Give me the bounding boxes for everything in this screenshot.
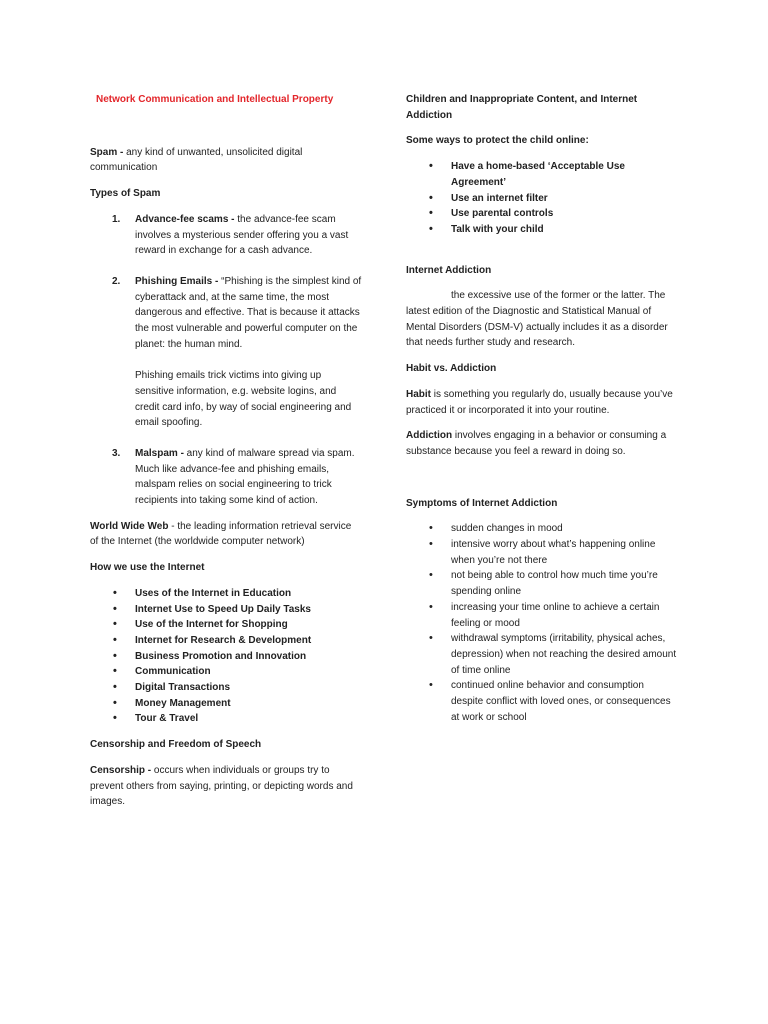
item-number: 3. (112, 447, 121, 459)
internet-addiction-text: the excessive use of the former or the latter. The latest edition of the Diagnostic and Statistical Manual of Mental Disorders (DSM-V) actually includes it as a disorder that needs further study and research. (406, 290, 668, 349)
list-item: • Money Management (90, 696, 362, 712)
spam-type-def: “Phishing is the simplest kind of cyberattack and, at the same time, the most dangerous and effective. That is because it attacks the most vulnerable and powerful computer on the planet: the human mind. (135, 275, 362, 350)
protect-list (406, 159, 678, 238)
spam-type-item (90, 274, 362, 431)
item-number: 2. (112, 275, 121, 287)
list-item: • Use of the Internet for Shopping (90, 617, 362, 633)
list-item: • Uses of the Internet in Education (90, 586, 362, 602)
spam-types-list (90, 212, 362, 509)
censorship-heading: Censorship and Freedom of Speech (90, 739, 262, 751)
spam-type-def: any kind of malware spread via spam. Much like advance-fee and phishing emails, malspam relies on social engineering to trick recipients into taking some kind of action. (135, 447, 355, 507)
list-item: • Business Promotion and Innovation (90, 649, 362, 665)
list-item: • Communication (90, 664, 362, 680)
list-item: • increasing your time online to achieve a certain feeling or mood (406, 600, 678, 631)
internet-uses-list (90, 586, 362, 727)
list-item: • intensive worry about what’s happening online when you’re not there (406, 537, 678, 568)
list-item: • Use an internet filter (406, 191, 678, 207)
censorship-definition (90, 763, 362, 810)
how-we-use-heading: How we use the Internet (90, 562, 205, 574)
right-column (406, 92, 678, 726)
habit-vs-addiction-heading: Habit vs. Addiction (406, 363, 497, 375)
addiction-def: involves engaging in a behavior or consuming a substance because you feel a reward in doing so. (406, 430, 667, 457)
list-item: • Tour & Travel (90, 711, 362, 727)
list-item: • not being able to control how much time you’re spending online (406, 568, 678, 599)
habit-term: Habit (406, 388, 431, 400)
spam-type-item (90, 212, 362, 259)
symptoms-list (406, 521, 678, 725)
list-item: • Have a home-based ‘Acceptable Use Agreement’ (406, 159, 678, 190)
list-item: • Internet Use to Speed Up Daily Tasks (90, 602, 362, 618)
children-heading: Children and Inappropriate Content, and Internet Addiction (406, 94, 638, 121)
item-number: 1. (112, 213, 121, 225)
document-title: Network Communication and Intellectual Property (96, 94, 334, 105)
habit-def: is something you regularly do, usually because you’ve practiced it or incorporated it into your routine. (406, 388, 673, 416)
www-term: World Wide Web (90, 520, 169, 532)
spam-type-term: Malspam - (135, 447, 184, 459)
www-def: - the leading information retrieval service of the Internet (the worldwide computer network) (90, 520, 352, 548)
list-item: • Talk with your child (406, 222, 678, 238)
protect-heading: Some ways to protect the child online: (406, 135, 589, 147)
spam-type-def: the advance-fee scam involves a mysterious sender offering you a vast reward in exchange for a cash advance. (135, 213, 349, 257)
list-item: • withdrawal symptoms (irritability, physical aches, depression) when not reaching the desired amount of time online (406, 631, 678, 678)
spam-term: Spam - (90, 146, 124, 158)
spam-def: any kind of unwanted, unsolicited digital communication (90, 146, 303, 174)
spam-definition (90, 145, 362, 176)
list-item: • continued online behavior and consumption despite conflict with loved ones, or consequences at work or school (406, 678, 678, 725)
addiction-term: Addiction (406, 430, 453, 442)
spam-type-term: Advance-fee scams - (135, 213, 235, 225)
phishing-extra: Phishing emails trick victims into giving up sensitive information, e.g. website logins, and credit card info, by way of social engineering and email spoofing. (135, 370, 352, 429)
list-item: • Use parental controls (406, 206, 678, 222)
list-item: • Internet for Research & Development (90, 633, 362, 649)
habit-definition (406, 387, 678, 418)
list-item: • Digital Transactions (90, 680, 362, 696)
spam-type-term: Phishing Emails - (135, 275, 219, 287)
addiction-definition (406, 428, 678, 459)
list-item: • sudden changes in mood (406, 521, 678, 537)
censorship-term: Censorship - (90, 764, 152, 776)
internet-addiction-heading: Internet Addiction (406, 264, 492, 276)
spam-type-item (90, 446, 362, 509)
www-definition (90, 519, 362, 550)
types-of-spam-heading: Types of Spam (90, 188, 161, 200)
symptoms-heading: Symptoms of Internet Addiction (406, 497, 558, 509)
censorship-def: occurs when individuals or groups try to prevent others from saying, printing, or depicting words and images. (90, 764, 353, 808)
left-column (90, 92, 362, 810)
